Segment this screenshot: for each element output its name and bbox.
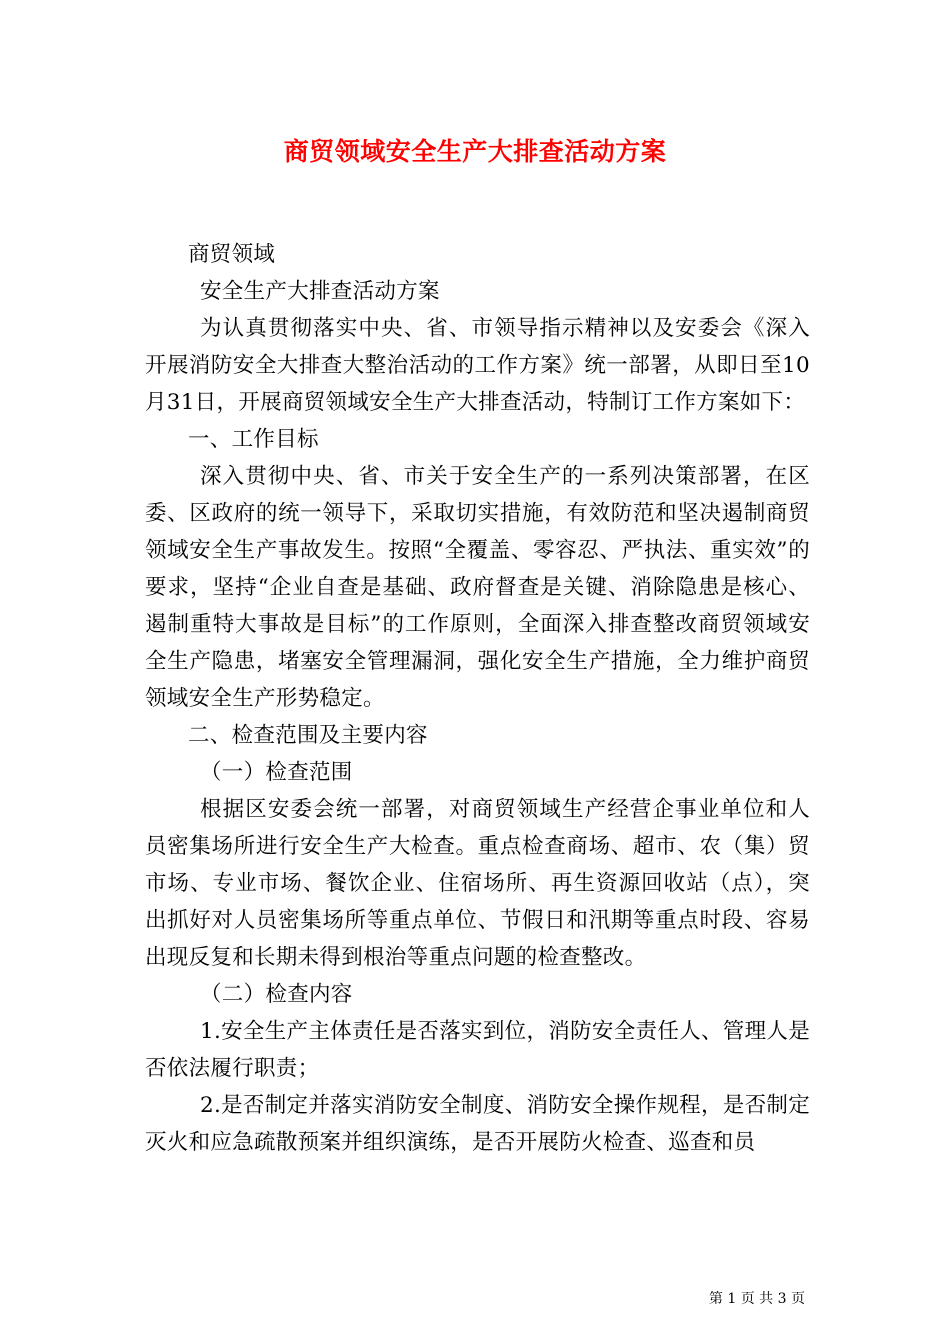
paragraph-scope: 根据区安委会统一部署，对商贸领域生产经营企事业单位和人员密集场所进行安全生产大检查。重点检查商场、超市、农（集）贸市场、专业市场、餐饮企业、住宿场所、再生资源回收站（点），突出抓好对人员密集场所等重点单位、节假日和汛期等重点时段、容易出现反复和长期未得到根治等重点问题的检查整改。 [145, 797, 810, 970]
document-title: 商贸领域安全生产大排查活动方案 [283, 137, 667, 166]
list-item-2: 2.是否制定并落实消防安全制度、消防安全操作规程，是否制定灭火和应急疏散预案并组织演练，是否开展防火检查、巡查和员 [145, 1093, 810, 1155]
paragraph-goals: 深入贯彻中央、省、市关于安全生产的一系列决策部署，在区委、区政府的统一领导下，采取切实措施，有效防范和坚决遏制商贸领域安全生产事故发生。按照“全覆盖、零容忍、严执法、重实效”的要求，坚持“企业自查是基础、政府督查是关键、消除隐患是核心、遏制重特大事故是目标”的工作原则，全面深入排查整改商贸领域安全生产隐患，堵塞安全管理漏洞，强化安全生产措施，全力维护商贸领域安全生产形势稳定。 [145, 464, 810, 711]
section-heading-goals: 一、工作目标 [188, 427, 319, 452]
paragraph-heading-1: 商贸领域 [188, 242, 276, 267]
subheading-content: （二）检查内容 [200, 982, 353, 1007]
paragraph-heading-2: 安全生产大排查活动方案 [200, 279, 440, 304]
section-heading-scope: 二、检查范围及主要内容 [188, 723, 428, 748]
list-item-1: 1.安全生产主体责任是否落实到位，消防安全责任人、管理人是否依法履行职责； [145, 1019, 810, 1081]
document-body [145, 236, 810, 1161]
subheading-scope: （一）检查范围 [200, 760, 353, 785]
page-number: 第 1 页 共 3 页 [708, 1291, 805, 1307]
paragraph-intro: 为认真贯彻落实中央、省、市领导指示精神以及安委会《深入开展消防安全大排查大整治活动的工作方案》统一部署，从即日至10月31日，开展商贸领域安全生产大排查活动，特制订工作方案如下： [145, 316, 810, 415]
